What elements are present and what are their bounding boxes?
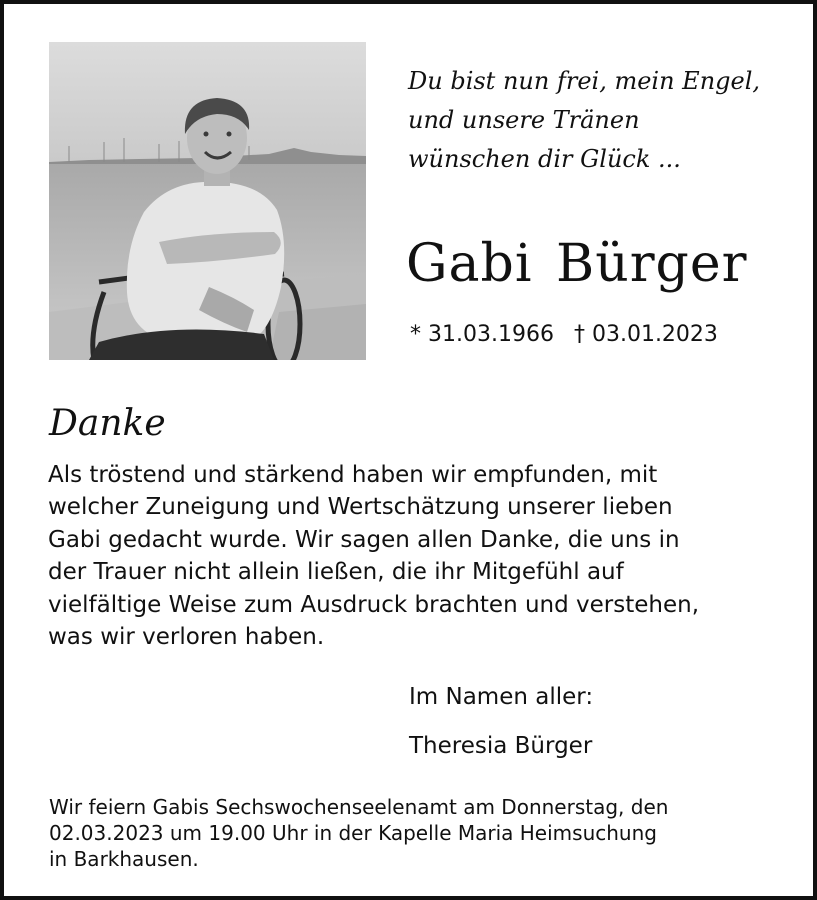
thanks-heading: Danke [49, 403, 166, 444]
closing-phrase: Im Namen aller: [409, 684, 594, 710]
thanks-text [48, 459, 788, 653]
life-dates [410, 320, 718, 350]
signatory-name: Theresia Bürger [409, 733, 593, 759]
poem-line: Du bist nun frei, mein Engel, [408, 67, 761, 95]
portrait-photo [49, 42, 366, 360]
thanks-line: was wir verloren haben. [48, 624, 325, 651]
deceased-name: Gabi Bürger [406, 234, 748, 294]
thanks-line: der Trauer nicht allein ließen, die ihr Mitgefühl auf [48, 559, 624, 586]
birth-date: * 31.03.1966 [410, 322, 554, 347]
service-line: Wir feiern Gabis Sechswochenseelenamt am Donnerstag, den [49, 795, 669, 819]
death-date: † 03.01.2023 [573, 322, 718, 347]
service-line: in Barkhausen. [49, 847, 199, 871]
memorial-service-note [49, 794, 789, 872]
thanks-line: Gabi gedacht wurde. Wir sagen allen Danke, die uns in [48, 526, 680, 553]
thanks-line: vielfältige Weise zum Ausdruck brachten und verstehen, [48, 591, 700, 618]
thanks-line: welcher Zuneigung und Wertschätzung unserer lieben [48, 494, 673, 521]
memorial-poem [408, 62, 760, 179]
thanks-line: Als tröstend und stärkend haben wir empfunden, mit [48, 462, 658, 488]
service-line: 02.03.2023 um 19.00 Uhr in der Kapelle Maria Heimsuchung [49, 821, 657, 845]
poem-line: und unsere Tränen [408, 106, 640, 134]
poem-line: wünschen dir Glück ... [408, 145, 681, 173]
